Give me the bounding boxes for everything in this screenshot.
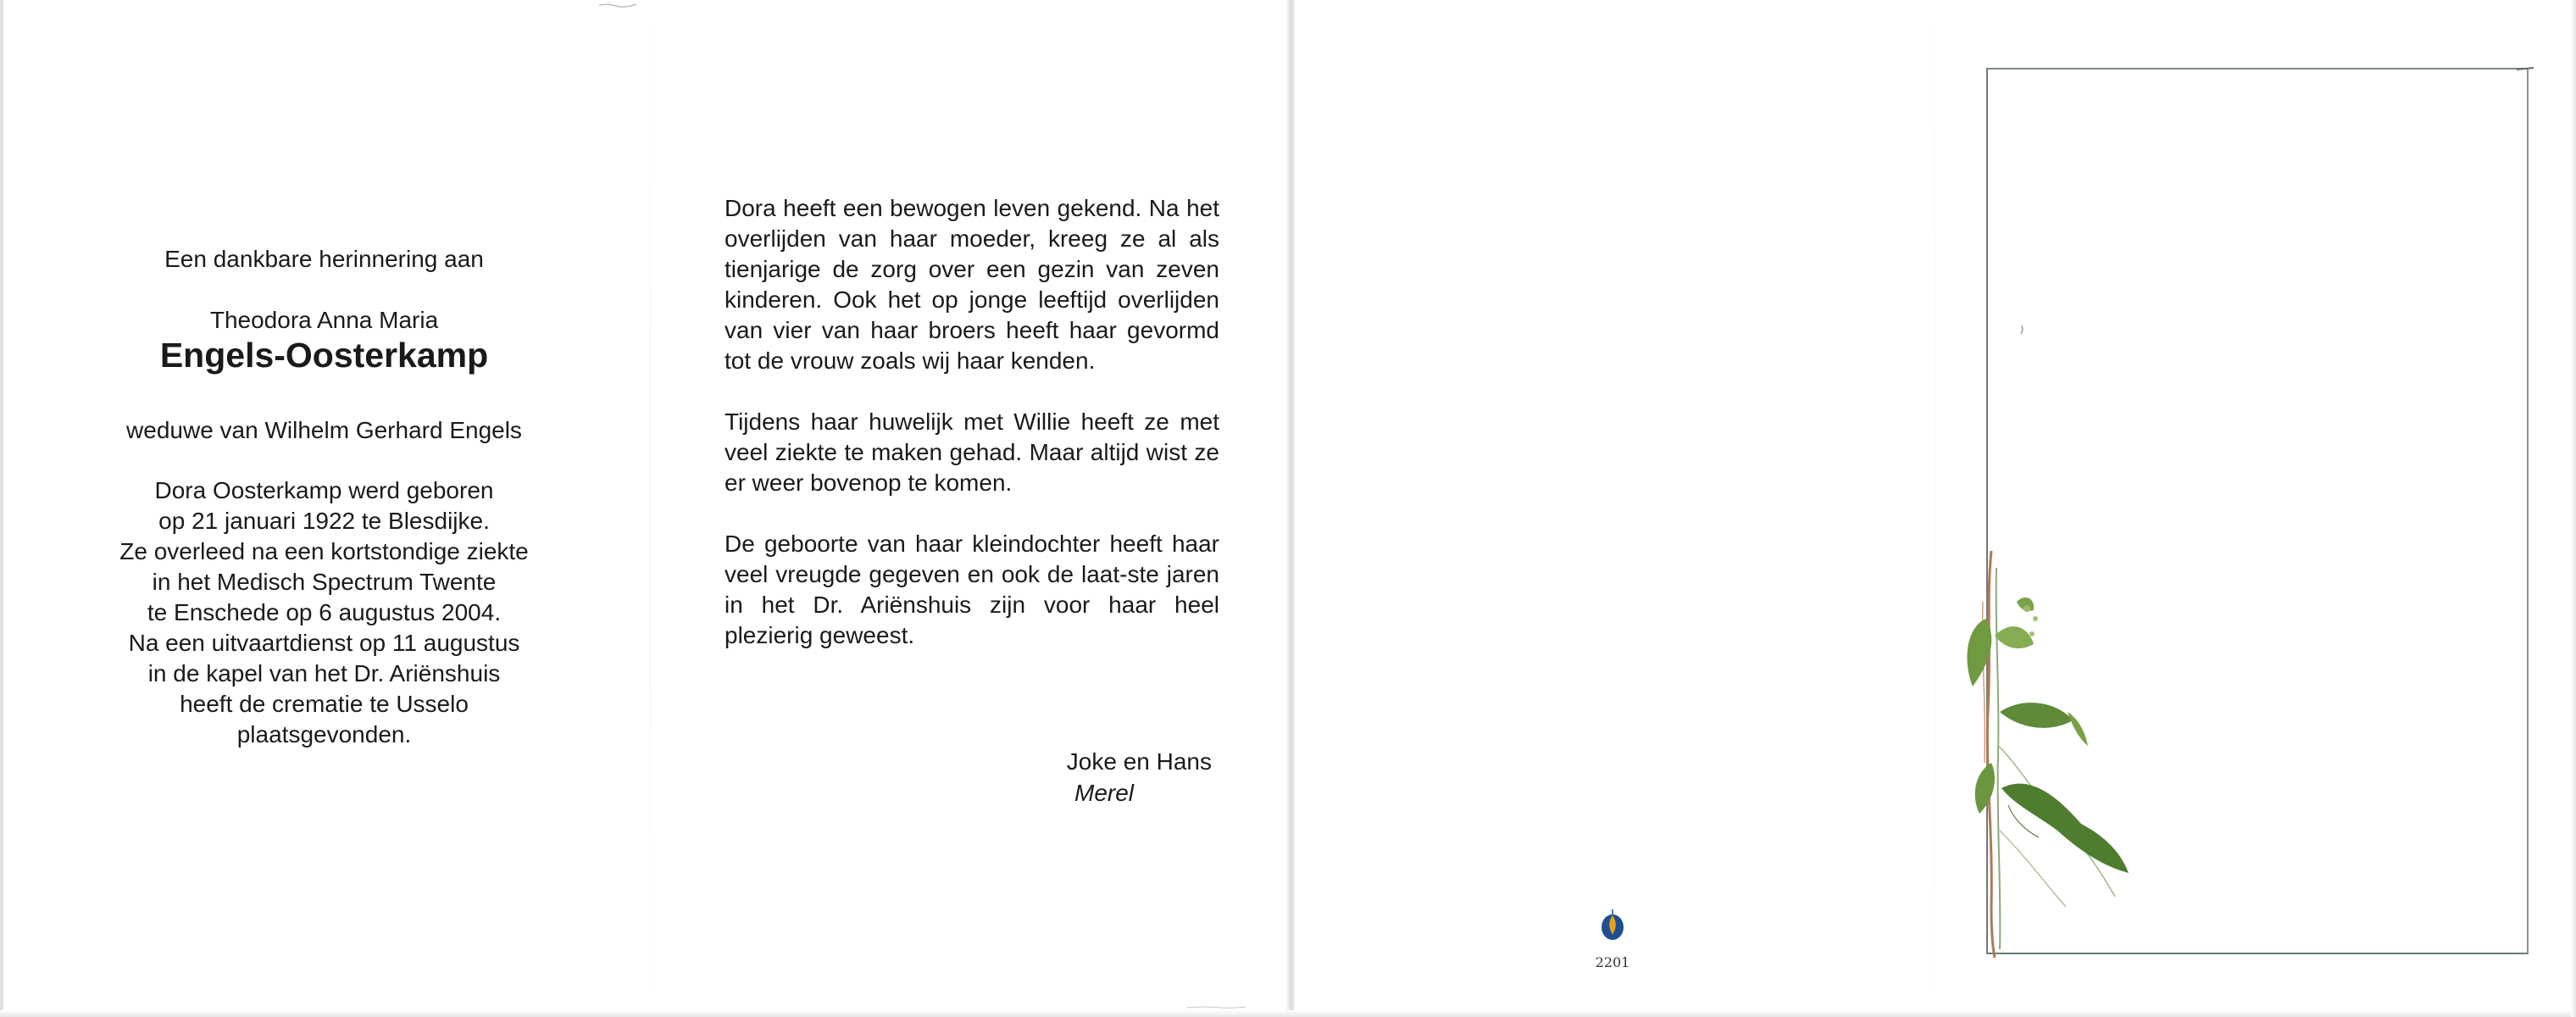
- printer-logo-icon: [1598, 909, 1627, 942]
- ivy-plant-icon: [1957, 551, 2135, 958]
- deceased-given-names: Theodora Anna Maria: [209, 307, 439, 333]
- fold-crease-left: [649, 0, 651, 1017]
- story-paragraph: Tijdens haar huwelijk met Willie heeft ze met veel ziekte te maken gehad. Maar altijd wist ze er weer bovenop te komen.: [724, 408, 1219, 496]
- biography-block: [51, 475, 597, 750]
- story-paragraph: Dora heeft een bewogen leven gekend. Na het overlijden van haar moeder, kreeg ze al als tienjarige de zorg over een gezin van zeven kinderen. Ook het op jonge leeftijd overlijden van vier van haar broers heeft haar gevormd tot de vrouw zoals wij haar kenden.: [724, 195, 1219, 374]
- paper-bottom-edge: [0, 1010, 2576, 1017]
- signature-names: Joke en Hans: [1066, 748, 1212, 775]
- story-paragraph: De geboorte van haar kleindochter heeft haar veel vreugde gegeven en ook de laat-ste jaren in het Dr. Ariënshuis zijn voor haar heel plezierig geweest.: [724, 531, 1219, 648]
- memorial-intro: Een dankbare herinnering aan: [164, 246, 484, 272]
- paper-left-edge: [0, 0, 3, 1017]
- paper-speck: [2019, 325, 2024, 334]
- bio-line: heeft de crematie te Usselo: [180, 691, 469, 717]
- bio-line: Ze overleed na een kortstondige ziekte: [119, 538, 529, 564]
- printer-number: 2201: [1595, 954, 1630, 970]
- bio-line: Na een uitvaartdienst op 11 augustus: [128, 630, 520, 656]
- deceased-family-name: Engels-Oosterkamp: [159, 336, 489, 375]
- bio-line: in de kapel van het Dr. Ariënshuis: [147, 660, 501, 686]
- frame-corner-mark: [2517, 64, 2534, 71]
- scan-artifact: [599, 2, 636, 10]
- bio-line: op 21 januari 1922 te Blesdijke.: [158, 508, 490, 534]
- spouse-line: weduwe van Wilhelm Gerhard Engels: [126, 417, 522, 443]
- paper-right-edge: [2571, 0, 2576, 1017]
- card-panel-back: [1294, 0, 1936, 1017]
- fold-crease-center: [1286, 0, 1295, 1017]
- signature-block: [1000, 746, 1220, 809]
- life-story: [724, 193, 1219, 681]
- bio-line: in het Medisch Spectrum Twente: [152, 569, 497, 595]
- bio-line: te Enschede op 6 augustus 2004.: [147, 599, 502, 625]
- bio-line: plaatsgevonden.: [236, 721, 412, 747]
- signature-grandchild: Merel: [1074, 780, 1135, 806]
- fold-crease-right: [1934, 0, 1935, 1017]
- bio-line: Dora Oosterkamp werd geboren: [154, 477, 494, 503]
- scan-artifact: [1186, 1003, 1246, 1010]
